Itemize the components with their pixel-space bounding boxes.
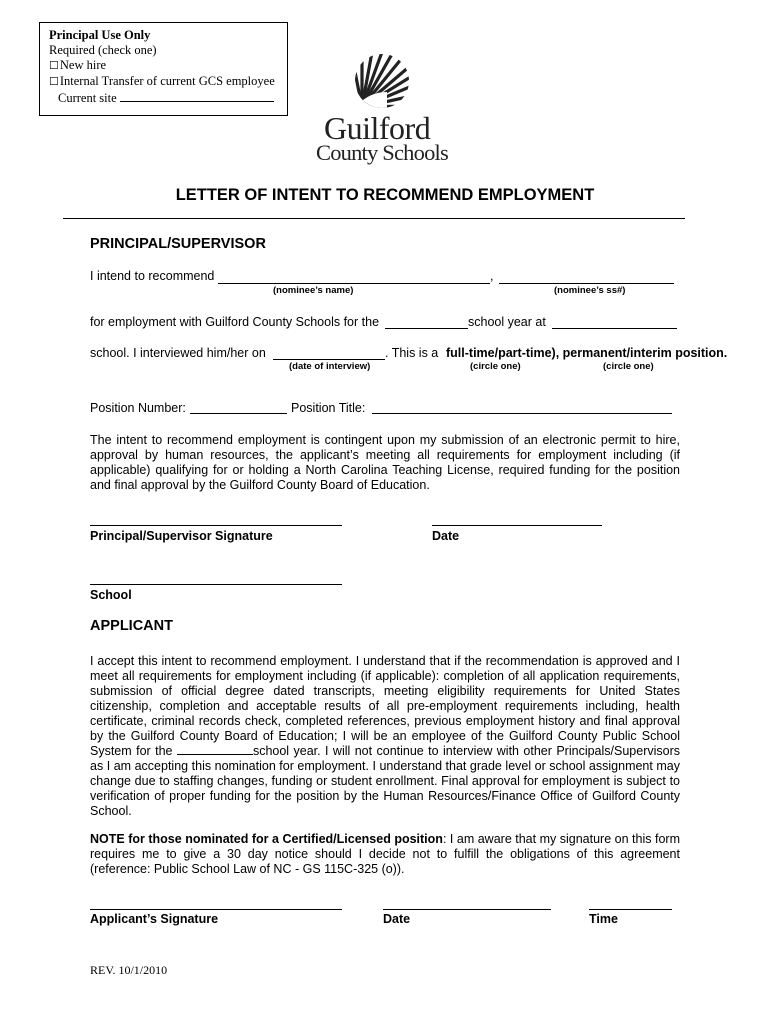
title-divider xyxy=(63,218,685,219)
current-site-row: Current site xyxy=(49,90,287,106)
circle-one-caption: (circle one) xyxy=(470,361,521,372)
logo-word-guilford: Guilford xyxy=(324,110,431,146)
school-year-field[interactable] xyxy=(385,328,468,329)
current-site-field[interactable] xyxy=(120,90,274,102)
interviewed-prefix: school. I interviewed him/her on xyxy=(90,346,266,360)
comma: , xyxy=(490,269,494,283)
school-field[interactable] xyxy=(90,584,342,585)
principal-paragraph: The intent to recommend employment is contingent upon my submission of an electronic permit to hire, approval by human resources, the applicant’s meeting all requirements for employment including (if applicable) qualifying for or holding a North Carolina Teaching License, required funding for the position and final approval by the Guilford County Board of Education. xyxy=(90,433,680,492)
nominee-name-field[interactable] xyxy=(218,283,490,284)
position-title-field[interactable] xyxy=(372,413,672,414)
applicant-paragraph: I accept this intent to recommend employment. I understand that if the recommendation is approved and I meet all requirements for employment including (if applicable): completion of all application requirements, submission of official degree dated transcripts, meeting eligibility requirements for United States citizenship, completion and acceptable results of all pre-employment requirements including, health certificate, criminal records check, completed references, previous employment history and final approval by the Guilford County Board of Education; I will be an employee of the Guilford County Public School System for the school year. I will not continue to interview with other Principals/Supervisors as I am accepting this nomination for employment. I understand that grade level or school assignment may change due to staffing changes, funding or student enrollment. Final approval for employment is subject to verification of proper funding for the position by the Human Resources/Finance Office of Guilford County School. xyxy=(90,654,680,818)
applicant-section-heading: APPLICANT xyxy=(90,618,173,634)
applicant-date-label: Date xyxy=(383,912,411,926)
principal-date-label: Date xyxy=(432,529,460,543)
note-paragraph: NOTE for those nominated for a Certified/Licensed position: I am aware that my signature on this form requires me to give a 30 day notice should I decide not to fulfill the obligations of this agreement (reference: Public School Law of NC - GS 115C-325 (o)). xyxy=(90,832,680,876)
nominee-name-caption: (nominee’s name) xyxy=(273,285,354,296)
logo-word-county-schools: County Schools xyxy=(316,140,448,165)
sunburst-logo-icon xyxy=(312,52,462,112)
document-title: LETTER OF INTENT TO RECOMMEND EMPLOYMENT xyxy=(175,186,595,204)
principal-use-title: Principal Use Only xyxy=(49,28,151,42)
applicant-time-field[interactable] xyxy=(589,909,672,910)
applicant-date-field[interactable] xyxy=(383,909,551,910)
this-is-a-label: . This is a xyxy=(385,346,439,360)
transfer-option[interactable]: ☐Internal Transfer of current GCS employee xyxy=(49,74,275,88)
nominee-ss-caption: (nominee’s ss#) xyxy=(554,285,626,296)
date-of-interview-caption: (date of interview) xyxy=(289,361,371,372)
position-type-options: full-time/part-time), permanent/interim position. xyxy=(446,346,728,360)
nominee-ss-field[interactable] xyxy=(499,283,674,284)
position-number-field[interactable] xyxy=(190,413,287,414)
principal-date-field[interactable] xyxy=(432,525,602,526)
new-hire-option[interactable]: ☐New hire xyxy=(49,58,107,72)
revision-label: REV. 10/1/2010 xyxy=(90,963,168,977)
applicant-signature-label: Applicant’s Signature xyxy=(90,912,219,926)
guilford-logo xyxy=(312,52,462,170)
intend-label: I intend to recommend xyxy=(90,269,215,283)
school-year-at-label: school year at xyxy=(468,315,546,329)
applicant-time-label: Time xyxy=(589,912,618,926)
required-label: Required (check one) xyxy=(49,43,157,57)
interview-date-field[interactable] xyxy=(273,359,385,360)
position-title-label: Position Title: xyxy=(291,401,366,415)
checkbox-icon[interactable]: ☐ xyxy=(49,60,59,72)
position-number-label: Position Number: xyxy=(90,401,186,415)
employment-prefix: for employment with Guilford County Schools for the xyxy=(90,315,380,329)
principal-section-heading: PRINCIPAL/SUPERVISOR xyxy=(90,236,266,252)
principal-signature-field[interactable] xyxy=(90,525,342,526)
principal-signature-label: Principal/Supervisor Signature xyxy=(90,529,273,543)
circle-one-caption: (circle one) xyxy=(603,361,654,372)
applicant-signature-field[interactable] xyxy=(90,909,342,910)
applicant-school-year-field[interactable] xyxy=(177,744,253,755)
checkbox-icon[interactable]: ☐ xyxy=(49,76,59,88)
principal-use-box xyxy=(39,22,288,116)
school-name-field[interactable] xyxy=(552,328,677,329)
school-label: School xyxy=(90,588,132,602)
